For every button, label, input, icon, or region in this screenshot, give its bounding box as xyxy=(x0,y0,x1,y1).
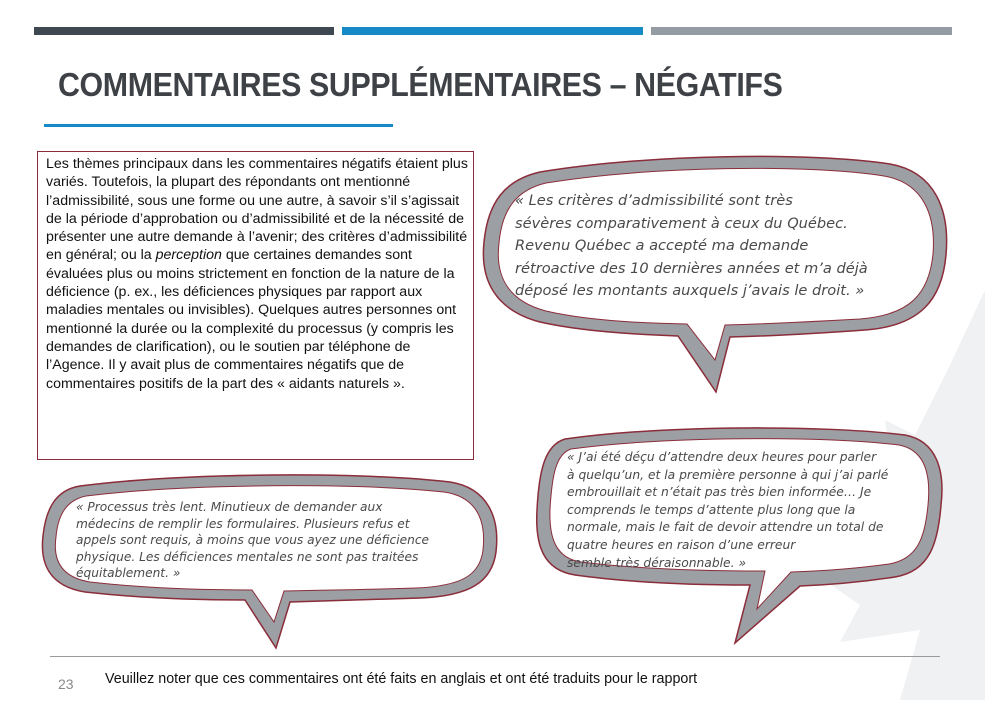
quote-line: physique. Les déficiences mentales ne sont pas traitées xyxy=(76,549,419,564)
accent-bar-dark xyxy=(34,27,334,35)
quote-line: rétroactive des 10 dernières années et m’a déjà xyxy=(515,259,868,277)
quote-line: embrouillait et n’était pas très bien informée… Je xyxy=(567,485,872,500)
quote-line: « J’ai été déçu d’attendre deux heures pour parler xyxy=(567,450,877,464)
quote-line: semble très déraisonnable. » xyxy=(567,555,747,570)
page-number: 23 xyxy=(58,676,74,692)
quote-line: appels sont requis, à moins que vous ayez une déficience xyxy=(76,533,430,547)
quote-line: « Les critères d’admissibilité sont très xyxy=(515,192,793,209)
quote-phone xyxy=(567,449,942,572)
quote-line: équitablement. » xyxy=(76,566,181,580)
slide-title: COMMENTAIRES SUPPLÉMENTAIRES – NÉGATIFS xyxy=(58,66,783,103)
footer-note: Veuillez noter que ces commentaires ont été faits en anglais et ont été traduits pour le rapport xyxy=(105,671,698,687)
quote-line: comprends le temps d’attente plus long que la xyxy=(567,502,856,517)
speech-bubble-quebec xyxy=(480,150,950,395)
footer-divider xyxy=(50,656,940,657)
accent-bar-blue xyxy=(342,27,643,35)
title-underline xyxy=(44,124,393,127)
summary-emphasis: perception xyxy=(155,247,222,264)
quote-line: sévères comparativement à ceux du Québec. xyxy=(515,214,848,232)
summary-text-box xyxy=(37,151,474,460)
summary-text-start: Les thèmes principaux dans les commentaires négatifs étaient plus variés. Toutefois, la plupart des répondants ont mentionné l’admissibilité, sous une forme ou une autre, à savoir s’il s’agissait de la période d’approbation ou d’admissibilité et de la nécessité de présenter une autre demande à l’avenir; des critères d’admissibilité en général; ou la xyxy=(46,156,468,264)
quote-line: « Processus très lent. Minutieux de demander aux xyxy=(76,500,383,514)
quote-line: Revenu Québec a accepté ma demande xyxy=(515,237,809,254)
quote-line: quatre heures en raison d’une erreur xyxy=(567,537,796,552)
speech-bubble-process xyxy=(40,470,500,650)
quote-process xyxy=(76,499,471,582)
quote-line: déposé les montants auxquels j’avais le droit. » xyxy=(515,282,865,299)
quote-line: médecins de remplir les formulaires. Plusieurs refus et xyxy=(76,516,410,531)
speech-bubble-phone xyxy=(535,425,945,650)
accent-bar-gray xyxy=(651,27,952,35)
quote-quebec xyxy=(515,190,920,303)
quote-line: à quelqu’un, et la première personne à qui j’ai parlé xyxy=(567,467,889,482)
summary-text-end: que certaines demandes sont évaluées plus ou moins strictement en fonction de la nature de la déficience (p. ex., les déficiences physiques par rapport aux maladies mentales ou invisibles). Quelques autres personnes ont mentionné la durée ou la complexité du processus (y compris les demandes de clarification), ou le soutien par téléphone de l’Agence. Il y avait plus de commentaires négatifs que de commentaires positifs de la part des « aidants naturels ». xyxy=(46,247,457,392)
quote-line: normale, mais le fait de devoir attendre un total de xyxy=(567,520,884,535)
